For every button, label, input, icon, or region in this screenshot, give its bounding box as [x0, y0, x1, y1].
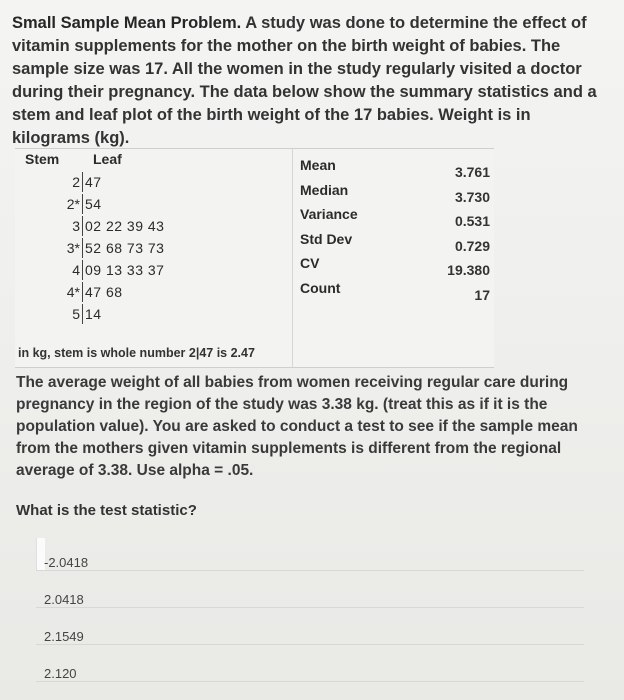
stat-value: 17	[474, 286, 490, 303]
answer-option-label: -2.0418	[44, 555, 89, 570]
answer-option[interactable]	[36, 614, 584, 645]
plot-row	[55, 237, 295, 259]
stat-mean	[300, 157, 490, 182]
plot-row	[55, 281, 295, 303]
answer-option-label: 2.1549	[44, 629, 84, 644]
stat-label: CV	[300, 255, 320, 271]
problem-title: Small Sample Mean Problem.	[12, 14, 246, 32]
leaf-values: 54	[85, 196, 102, 212]
stat-value: 19.380	[447, 262, 490, 278]
leaf-header: Leaf	[93, 151, 122, 167]
table-divider	[292, 149, 293, 367]
stat-label: Median	[300, 181, 349, 198]
answer-option[interactable]	[36, 540, 584, 571]
stem-value: 2	[40, 172, 83, 192]
stat-median	[300, 182, 490, 207]
leaf-values: 47 68	[85, 284, 123, 300]
stem-header: Stem	[25, 151, 60, 167]
answer-option-label: 2.120	[44, 666, 77, 681]
stat-value: 0.729	[454, 237, 490, 254]
stat-std-dev	[300, 231, 490, 256]
stem-value: 5	[40, 304, 83, 324]
summary-statistics	[300, 157, 490, 304]
stat-variance	[300, 206, 490, 231]
stat-cv	[300, 255, 490, 280]
leaf-values: 47	[85, 174, 102, 190]
stat-label: Count	[300, 279, 341, 296]
stat-value: 3.730	[454, 188, 490, 205]
answer-options	[36, 540, 584, 688]
stem-value: 3*	[40, 238, 83, 258]
plot-row	[55, 215, 295, 237]
stat-label: Std Dev	[300, 230, 353, 247]
plot-row	[55, 259, 295, 281]
problem-intro	[12, 12, 612, 150]
leaf-values: 09 13 33 37	[85, 262, 165, 278]
stat-value: 0.531	[454, 213, 490, 229]
answer-option[interactable]	[36, 577, 584, 608]
table-footnote: in kg, stem is whole number 2|47 is 2.47	[18, 346, 255, 360]
answer-option[interactable]	[36, 651, 584, 682]
stem-leaf-plot	[55, 171, 295, 325]
problem-description: A study was done to determine the effect of vitamin supplements for the mother on the birth weight of babies. The sample size was 17. All the women in the study regularly visited a doctor during their pregnancy. The data below show the summary statistics and a stem and leaf plot of the birth weight of the 17 babies. Weight is in kilograms (kg).	[12, 14, 597, 147]
leaf-values: 52 68 73 73	[85, 240, 165, 256]
leaf-values: 14	[85, 306, 102, 322]
question-text: The average weight of all babies from women receiving regular care during pregnancy in the region of the study was 3.38 kg. (treat this as if it is the population value). You are asked to conduct a test to see if the sample mean from the mothers given vitamin supplements is different from the regional average of 3.38. Use alpha = .05.	[16, 374, 578, 479]
stem-value: 2*	[40, 194, 83, 214]
question-prompt: What is the test statistic?	[16, 502, 197, 519]
stem-value: 4	[40, 260, 83, 280]
stat-count	[300, 280, 490, 305]
stat-label: Variance	[300, 206, 358, 222]
stem-value: 4*	[40, 282, 83, 302]
stem-value: 3	[40, 216, 83, 236]
stat-label: Mean	[300, 157, 336, 173]
plot-row	[55, 171, 295, 193]
answer-option-label: 2.0418	[44, 592, 84, 607]
plot-row	[55, 303, 295, 325]
summary-table	[15, 148, 494, 368]
leaf-values: 02 22 39 43	[85, 218, 165, 234]
stat-value: 3.761	[454, 164, 490, 180]
plot-row	[55, 193, 295, 215]
